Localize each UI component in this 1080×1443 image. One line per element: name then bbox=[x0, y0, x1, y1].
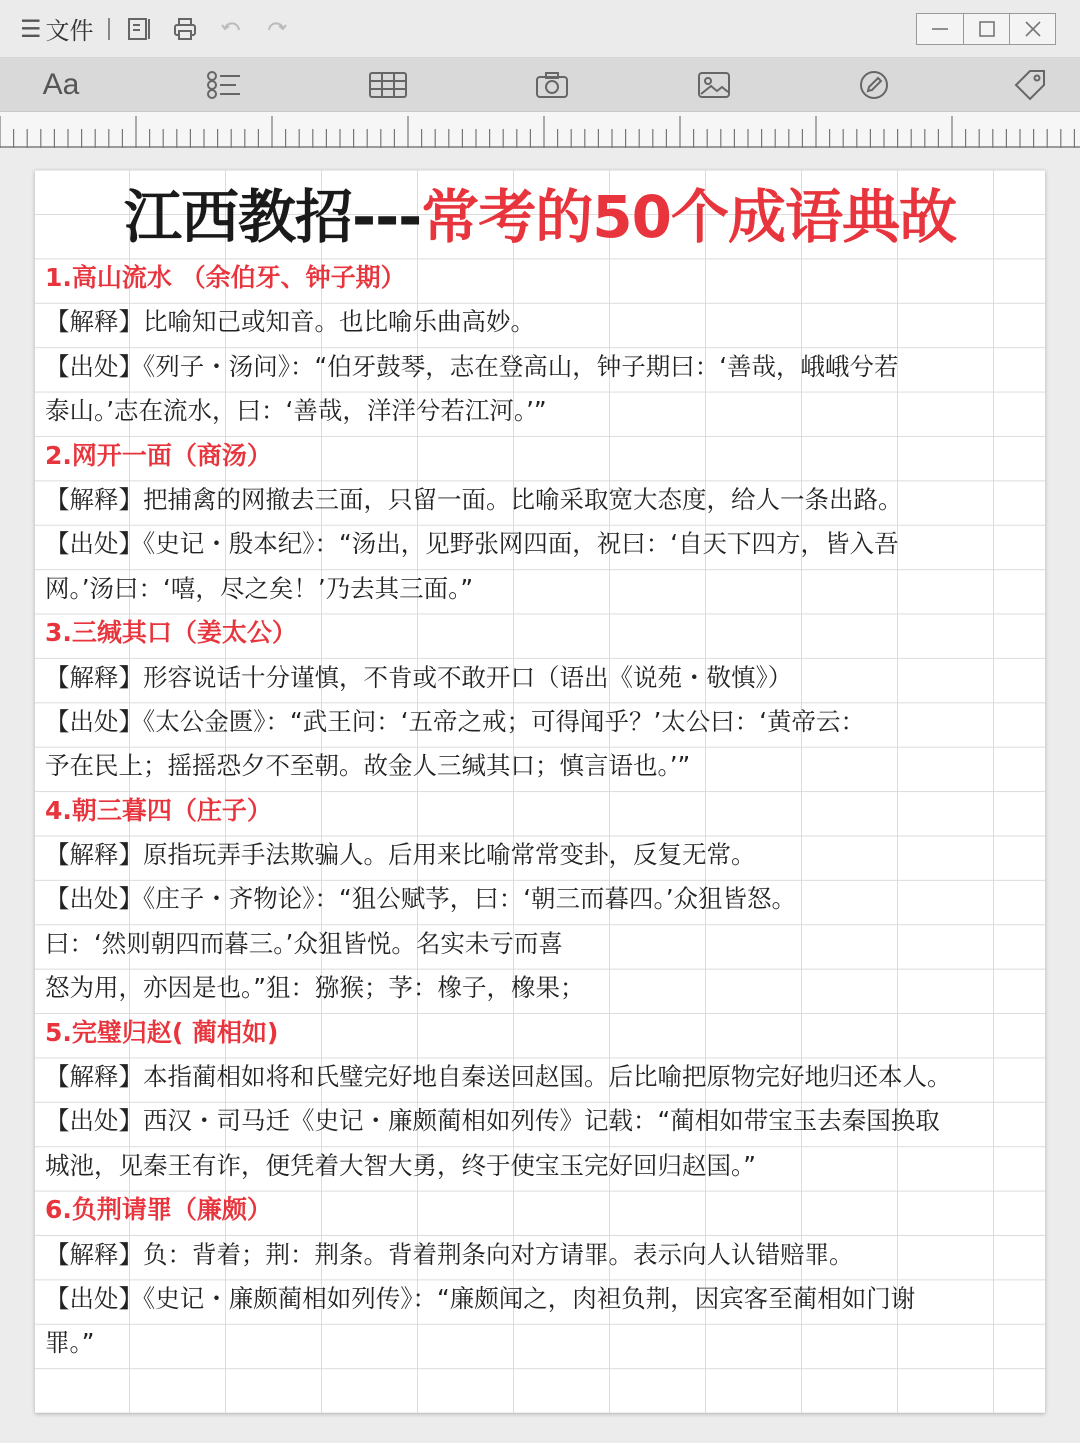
text-line: 网。’汤曰：‘嘻，尽之矣！’乃去其三面。” bbox=[45, 573, 474, 603]
title-black-part: 江西教招--- bbox=[124, 183, 422, 251]
title-red-part: 常考的50个成语典故 bbox=[421, 183, 956, 251]
document-page[interactable] bbox=[35, 170, 1045, 1413]
text-line: 曰：‘然则朝四而暮三。’众狙皆悦。名实未亏而喜 bbox=[45, 928, 563, 958]
document-body bbox=[45, 256, 1037, 1366]
text-line: 予在民上；摇摇恐夕不至朝。故金人三缄其口；慎言语也。’” bbox=[45, 751, 691, 781]
idiom-heading: 3.三缄其口（姜太公） bbox=[45, 618, 297, 648]
ruler-ticks bbox=[0, 112, 1080, 148]
print-icon[interactable] bbox=[170, 14, 200, 44]
idiom-heading: 5.完璧归赵( 蔺相如) bbox=[45, 1017, 279, 1047]
text-line: 罪。” bbox=[45, 1328, 95, 1358]
text-line: 【出处】《史记・殷本纪》：“汤出，见野张网四面，祝曰：‘自天下四方，皆入吾 bbox=[45, 529, 899, 559]
idiom-heading: 1.高山流水 （余伯牙、钟子期） bbox=[45, 263, 406, 292]
menu-dots-icon[interactable]: ☰ bbox=[20, 14, 42, 43]
text-line: 【出处】《太公金匮》：“武王问：‘五帝之戒；可得闻乎？’太公曰：‘黄帝云： bbox=[45, 706, 866, 736]
camera-icon[interactable] bbox=[530, 68, 574, 102]
font-style-button[interactable] bbox=[36, 68, 86, 102]
text-line: 【解释】本指蔺相如将和氏璧完好地自秦送回赵国。后比喻把原物完好地归还本人。 bbox=[45, 1062, 952, 1092]
pen-icon[interactable] bbox=[852, 68, 896, 102]
text-line: 【解释】负：背着；荆：荆条。背着荆条向对方请罪。表示向人认错赔罪。 bbox=[45, 1239, 854, 1269]
text-line: 【出处】《列子・汤问》：“伯牙鼓琴，志在登高山，钟子期曰：‘善哉，峨峨兮若 bbox=[45, 351, 899, 381]
page-view-icon[interactable] bbox=[124, 14, 154, 44]
list-icon[interactable] bbox=[202, 68, 246, 102]
window-controls bbox=[916, 13, 1056, 45]
text-line: 泰山。’志在流水，曰：‘善哉，洋洋兮若江河。’” bbox=[45, 396, 547, 426]
format-toolbar bbox=[0, 58, 1080, 112]
text-line: 【出处】《史记・廉颇蔺相如列传》：“廉颇闻之，肉袒负荆，因宾客至蔺相如门谢 bbox=[45, 1283, 916, 1313]
undo-icon[interactable] bbox=[216, 14, 246, 44]
menu-separator bbox=[108, 18, 110, 40]
redo-icon[interactable] bbox=[262, 14, 292, 44]
image-icon[interactable] bbox=[692, 68, 736, 102]
file-menu[interactable]: 文件 bbox=[45, 17, 94, 45]
text-line: 怒为用，亦因是也。”狙：猕猴；芧：橡子，橡果； bbox=[45, 973, 585, 1003]
table-icon[interactable] bbox=[366, 68, 410, 102]
text-line: 【解释】原指玩弄手法欺骗人。后用来比喻常常变卦，反复无常。 bbox=[45, 840, 756, 870]
idiom-heading: 4.朝三暮四（庄子） bbox=[45, 795, 272, 825]
close-icon[interactable] bbox=[1009, 14, 1055, 44]
maximize-icon[interactable] bbox=[963, 14, 1009, 44]
text-line: 【解释】把捕禽的网撤去三面，只留一面。比喻采取宽大态度，给人一条出路。 bbox=[45, 484, 903, 514]
menu-bar bbox=[0, 0, 1080, 58]
minimize-icon[interactable] bbox=[917, 14, 963, 44]
text-line: 【出处】《庄子・齐物论》：“狙公赋芧，曰：‘朝三而暮四。’众狙皆怒。 bbox=[45, 884, 797, 914]
text-line: 【解释】比喻知己或知音。也比喻乐曲高妙。 bbox=[45, 307, 535, 337]
font-aa-icon: Aa bbox=[42, 68, 80, 101]
text-line: 城池，见秦王有诈，便凭着大智大勇，终于使宝玉完好回归赵国。” bbox=[45, 1150, 756, 1180]
tag-icon[interactable] bbox=[1008, 68, 1052, 102]
idiom-heading: 2.网开一面（商汤） bbox=[45, 440, 272, 470]
text-line: 【解释】形容说话十分谨慎，不肯或不敢开口（语出《说苑・敬慎》） bbox=[45, 662, 793, 692]
document-title bbox=[35, 180, 1045, 254]
idiom-heading: 6.负荆请罪（廉颇） bbox=[45, 1195, 272, 1225]
text-line: 【出处】西汉・司马迁《史记・廉颇蔺相如列传》记载：“蔺相如带宝玉去秦国换取 bbox=[45, 1106, 940, 1136]
ruler bbox=[0, 112, 1080, 148]
